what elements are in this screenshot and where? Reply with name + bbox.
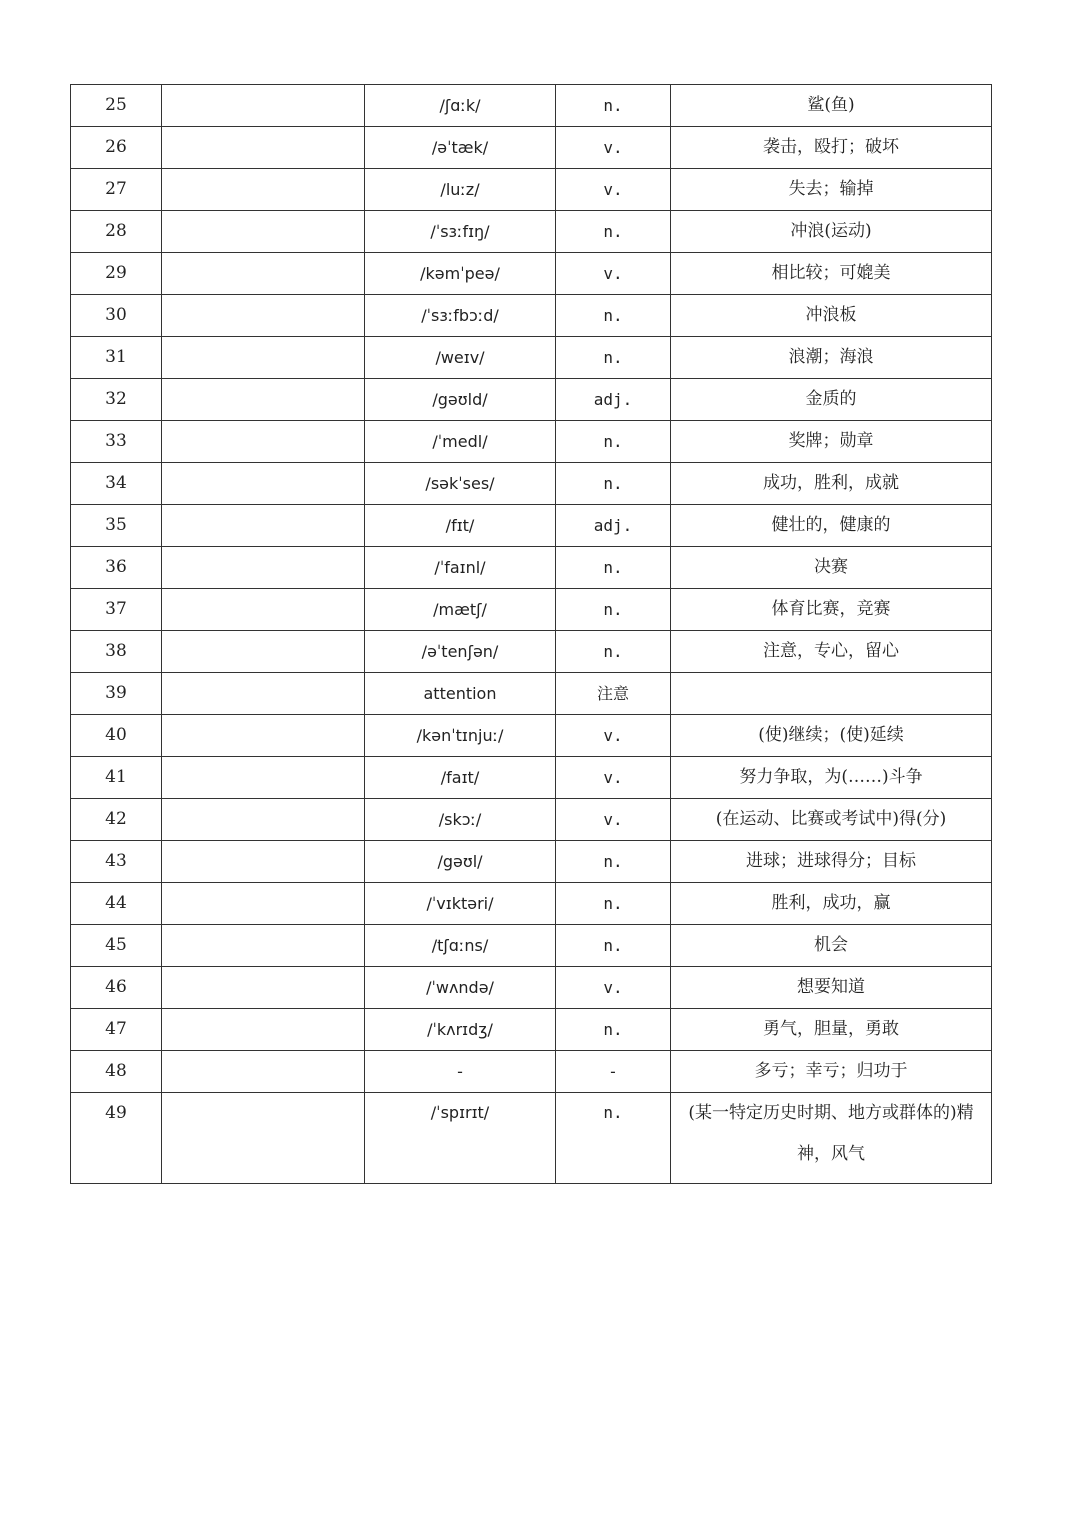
meaning-cell: 奖牌；勋章 bbox=[671, 421, 992, 463]
phonetic-cell: /kəmˈpeə/ bbox=[365, 253, 556, 295]
phonetic-cell: /fɪt/ bbox=[365, 505, 556, 547]
phonetic-cell: /ˈvɪktəri/ bbox=[365, 883, 556, 925]
table-row bbox=[71, 967, 992, 1009]
row-number: 25 bbox=[71, 85, 162, 127]
part-of-speech-cell: n. bbox=[556, 421, 671, 463]
table-row bbox=[71, 1093, 992, 1184]
table-row bbox=[71, 589, 992, 631]
phonetic-cell: /ˈfaɪnl/ bbox=[365, 547, 556, 589]
word-cell bbox=[162, 85, 365, 127]
row-number: 41 bbox=[71, 757, 162, 799]
part-of-speech-cell: adj. bbox=[556, 379, 671, 421]
row-number: 28 bbox=[71, 211, 162, 253]
meaning-cell: (使)继续；(使)延续 bbox=[671, 715, 992, 757]
row-number: 47 bbox=[71, 1009, 162, 1051]
phonetic-cell: attention bbox=[365, 673, 556, 715]
phonetic-cell: /weɪv/ bbox=[365, 337, 556, 379]
row-number: 46 bbox=[71, 967, 162, 1009]
row-number: 48 bbox=[71, 1051, 162, 1093]
row-number: 29 bbox=[71, 253, 162, 295]
word-cell bbox=[162, 715, 365, 757]
part-of-speech-cell: adj. bbox=[556, 505, 671, 547]
word-cell bbox=[162, 421, 365, 463]
part-of-speech-cell: n. bbox=[556, 589, 671, 631]
row-number: 40 bbox=[71, 715, 162, 757]
part-of-speech-cell: 注意 bbox=[556, 673, 671, 715]
part-of-speech-cell: v. bbox=[556, 967, 671, 1009]
phonetic-cell: /gəʊl/ bbox=[365, 841, 556, 883]
word-cell bbox=[162, 379, 365, 421]
word-cell bbox=[162, 757, 365, 799]
part-of-speech-cell: n. bbox=[556, 463, 671, 505]
table-row bbox=[71, 421, 992, 463]
table-row bbox=[71, 799, 992, 841]
part-of-speech-cell: n. bbox=[556, 925, 671, 967]
row-number: 38 bbox=[71, 631, 162, 673]
row-number: 35 bbox=[71, 505, 162, 547]
phonetic-cell: /mætʃ/ bbox=[365, 589, 556, 631]
phonetic-cell: /səkˈses/ bbox=[365, 463, 556, 505]
table-row bbox=[71, 1009, 992, 1051]
meaning-cell: 体育比赛，竞赛 bbox=[671, 589, 992, 631]
meaning-cell: 浪潮；海浪 bbox=[671, 337, 992, 379]
row-number: 36 bbox=[71, 547, 162, 589]
row-number: 32 bbox=[71, 379, 162, 421]
row-number: 33 bbox=[71, 421, 162, 463]
meaning-cell: 努力争取，为(……)斗争 bbox=[671, 757, 992, 799]
row-number: 26 bbox=[71, 127, 162, 169]
meaning-cell: 健壮的，健康的 bbox=[671, 505, 992, 547]
meaning-cell: 鲨(鱼) bbox=[671, 85, 992, 127]
vocabulary-table-body bbox=[71, 85, 992, 1184]
row-number: 34 bbox=[71, 463, 162, 505]
table-row bbox=[71, 925, 992, 967]
part-of-speech-cell: v. bbox=[556, 127, 671, 169]
table-row bbox=[71, 841, 992, 883]
table-row bbox=[71, 337, 992, 379]
phonetic-cell: /skɔː/ bbox=[365, 799, 556, 841]
vocabulary-table bbox=[70, 84, 992, 1184]
row-number: 44 bbox=[71, 883, 162, 925]
part-of-speech-cell: n. bbox=[556, 295, 671, 337]
word-cell bbox=[162, 211, 365, 253]
row-number: 31 bbox=[71, 337, 162, 379]
part-of-speech-cell: n. bbox=[556, 1093, 671, 1184]
word-cell bbox=[162, 127, 365, 169]
table-row bbox=[71, 757, 992, 799]
word-cell bbox=[162, 169, 365, 211]
phonetic-cell: - bbox=[365, 1051, 556, 1093]
phonetic-cell: /luːz/ bbox=[365, 169, 556, 211]
meaning-cell: 冲浪板 bbox=[671, 295, 992, 337]
part-of-speech-cell: v. bbox=[556, 253, 671, 295]
row-number: 27 bbox=[71, 169, 162, 211]
part-of-speech-cell: v. bbox=[556, 715, 671, 757]
meaning-cell: (在运动、比赛或考试中)得(分) bbox=[671, 799, 992, 841]
meaning-cell: 机会 bbox=[671, 925, 992, 967]
meaning-cell: (某一特定历史时期、地方或群体的)精神，风气 bbox=[671, 1093, 992, 1184]
meaning-cell: 冲浪(运动) bbox=[671, 211, 992, 253]
word-cell bbox=[162, 967, 365, 1009]
part-of-speech-cell: v. bbox=[556, 169, 671, 211]
part-of-speech-cell: n. bbox=[556, 883, 671, 925]
phonetic-cell: /ʃɑːk/ bbox=[365, 85, 556, 127]
table-row bbox=[71, 505, 992, 547]
phonetic-cell: /ˈsɜːfɪŋ/ bbox=[365, 211, 556, 253]
part-of-speech-cell: n. bbox=[556, 631, 671, 673]
meaning-cell: 想要知道 bbox=[671, 967, 992, 1009]
word-cell bbox=[162, 1051, 365, 1093]
table-row bbox=[71, 673, 992, 715]
row-number: 37 bbox=[71, 589, 162, 631]
phonetic-cell: /gəʊld/ bbox=[365, 379, 556, 421]
word-cell bbox=[162, 1009, 365, 1051]
part-of-speech-cell: n. bbox=[556, 337, 671, 379]
part-of-speech-cell: n. bbox=[556, 85, 671, 127]
part-of-speech-cell: n. bbox=[556, 841, 671, 883]
meaning-cell: 决赛 bbox=[671, 547, 992, 589]
table-row bbox=[71, 295, 992, 337]
word-cell bbox=[162, 631, 365, 673]
table-row bbox=[71, 463, 992, 505]
table-row bbox=[71, 547, 992, 589]
part-of-speech-cell: v. bbox=[556, 757, 671, 799]
part-of-speech-cell: n. bbox=[556, 1009, 671, 1051]
word-cell bbox=[162, 295, 365, 337]
word-cell bbox=[162, 1093, 365, 1184]
row-number: 49 bbox=[71, 1093, 162, 1184]
phonetic-cell: /ˈwʌndə/ bbox=[365, 967, 556, 1009]
word-cell bbox=[162, 883, 365, 925]
phonetic-cell: /ˈsɜːfbɔːd/ bbox=[365, 295, 556, 337]
phonetic-cell: /ˈmedl/ bbox=[365, 421, 556, 463]
phonetic-cell: /faɪt/ bbox=[365, 757, 556, 799]
table-row bbox=[71, 1051, 992, 1093]
word-cell bbox=[162, 337, 365, 379]
meaning-cell bbox=[671, 673, 992, 715]
table-row bbox=[71, 169, 992, 211]
table-row bbox=[71, 379, 992, 421]
table-row bbox=[71, 883, 992, 925]
row-number: 45 bbox=[71, 925, 162, 967]
phonetic-cell: /əˈtenʃən/ bbox=[365, 631, 556, 673]
meaning-cell: 注意，专心，留心 bbox=[671, 631, 992, 673]
word-cell bbox=[162, 841, 365, 883]
meaning-cell: 勇气，胆量，勇敢 bbox=[671, 1009, 992, 1051]
meaning-cell: 袭击，殴打；破坏 bbox=[671, 127, 992, 169]
phonetic-cell: /əˈtæk/ bbox=[365, 127, 556, 169]
word-cell bbox=[162, 463, 365, 505]
meaning-cell: 多亏；幸亏；归功于 bbox=[671, 1051, 992, 1093]
row-number: 43 bbox=[71, 841, 162, 883]
meaning-cell: 金质的 bbox=[671, 379, 992, 421]
meaning-cell: 成功，胜利，成就 bbox=[671, 463, 992, 505]
meaning-cell: 进球；进球得分；目标 bbox=[671, 841, 992, 883]
table-row bbox=[71, 85, 992, 127]
word-cell bbox=[162, 505, 365, 547]
table-row bbox=[71, 127, 992, 169]
phonetic-cell: /tʃɑːns/ bbox=[365, 925, 556, 967]
word-cell bbox=[162, 589, 365, 631]
word-cell bbox=[162, 547, 365, 589]
row-number: 42 bbox=[71, 799, 162, 841]
phonetic-cell: /ˈspɪrɪt/ bbox=[365, 1093, 556, 1184]
part-of-speech-cell: n. bbox=[556, 547, 671, 589]
meaning-cell: 胜利，成功，赢 bbox=[671, 883, 992, 925]
table-row bbox=[71, 715, 992, 757]
part-of-speech-cell: - bbox=[556, 1051, 671, 1093]
word-cell bbox=[162, 799, 365, 841]
part-of-speech-cell: n. bbox=[556, 211, 671, 253]
row-number: 30 bbox=[71, 295, 162, 337]
word-cell bbox=[162, 925, 365, 967]
phonetic-cell: /kənˈtɪnjuː/ bbox=[365, 715, 556, 757]
row-number: 39 bbox=[71, 673, 162, 715]
part-of-speech-cell: v. bbox=[556, 799, 671, 841]
meaning-cell: 相比较；可媲美 bbox=[671, 253, 992, 295]
table-row bbox=[71, 253, 992, 295]
word-cell bbox=[162, 253, 365, 295]
meaning-cell: 失去；输掉 bbox=[671, 169, 992, 211]
table-row bbox=[71, 211, 992, 253]
table-row bbox=[71, 631, 992, 673]
phonetic-cell: /ˈkʌrɪdʒ/ bbox=[365, 1009, 556, 1051]
word-cell bbox=[162, 673, 365, 715]
